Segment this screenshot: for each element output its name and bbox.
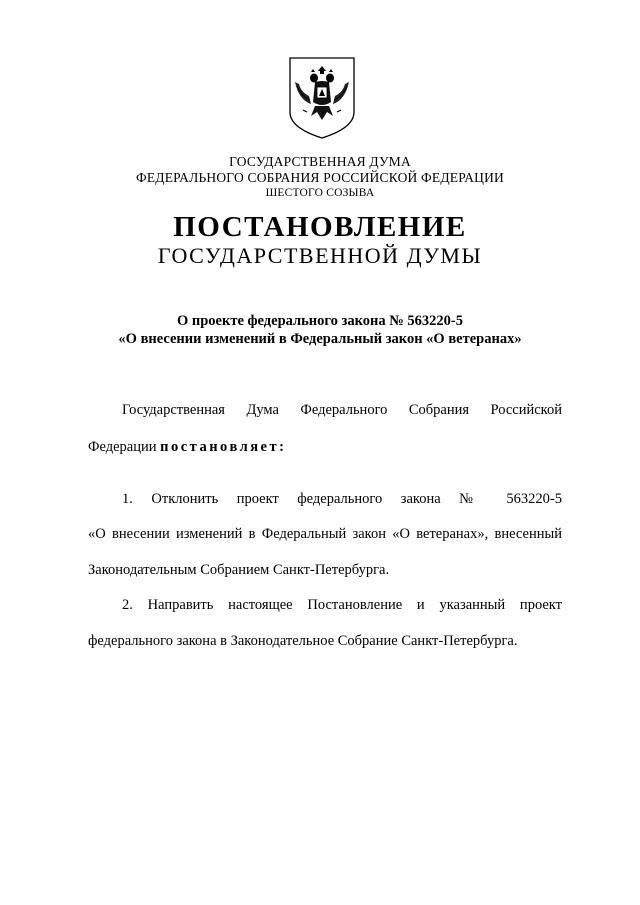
preamble-start: Федерации	[88, 439, 157, 455]
russian-coat-of-arms-icon	[287, 56, 357, 140]
item-2-line-2: федерального закона в Законодательное Собрание Санкт-Петербурга.	[88, 633, 518, 649]
document-issuer: ГОСУДАРСТВЕННОЙ ДУМЫ	[157, 243, 483, 268]
item-1-line-3: Законодательным Собранием Санкт-Петербурга.	[88, 562, 390, 578]
item-1-line-2: «О внесении изменений в Федеральный закон «О ветеранах», внесенный	[88, 526, 562, 542]
preamble-line-1: Государственная Дума Федерального Собрания Российской	[122, 402, 562, 418]
item-1-line-1: 1. Отклонить проект федерального закона № 563220-5	[122, 491, 562, 507]
preamble-line-2	[88, 439, 562, 456]
document-type-title: ПОСТАНОВЛЕНИЕ	[173, 211, 467, 243]
subject-line-1: О проекте федерального закона № 563220-5	[176, 313, 464, 329]
subject-line-2: «О внесении изменений в Федеральный закон «О ветеранах»	[118, 331, 522, 347]
convocation: ШЕСТОГО СОЗЫВА	[265, 187, 375, 199]
assembly-name: ФЕДЕРАЛЬНОГО СОБРАНИЯ РОССИЙСКОЙ ФЕДЕРАЦИИ	[136, 170, 504, 185]
item-2-line-1: 2. Направить настоящее Постановление и указанный проект	[122, 597, 562, 613]
resolves-word: постановляет:	[160, 439, 287, 455]
organization-name: ГОСУДАРСТВЕННАЯ ДУМА	[229, 154, 411, 169]
